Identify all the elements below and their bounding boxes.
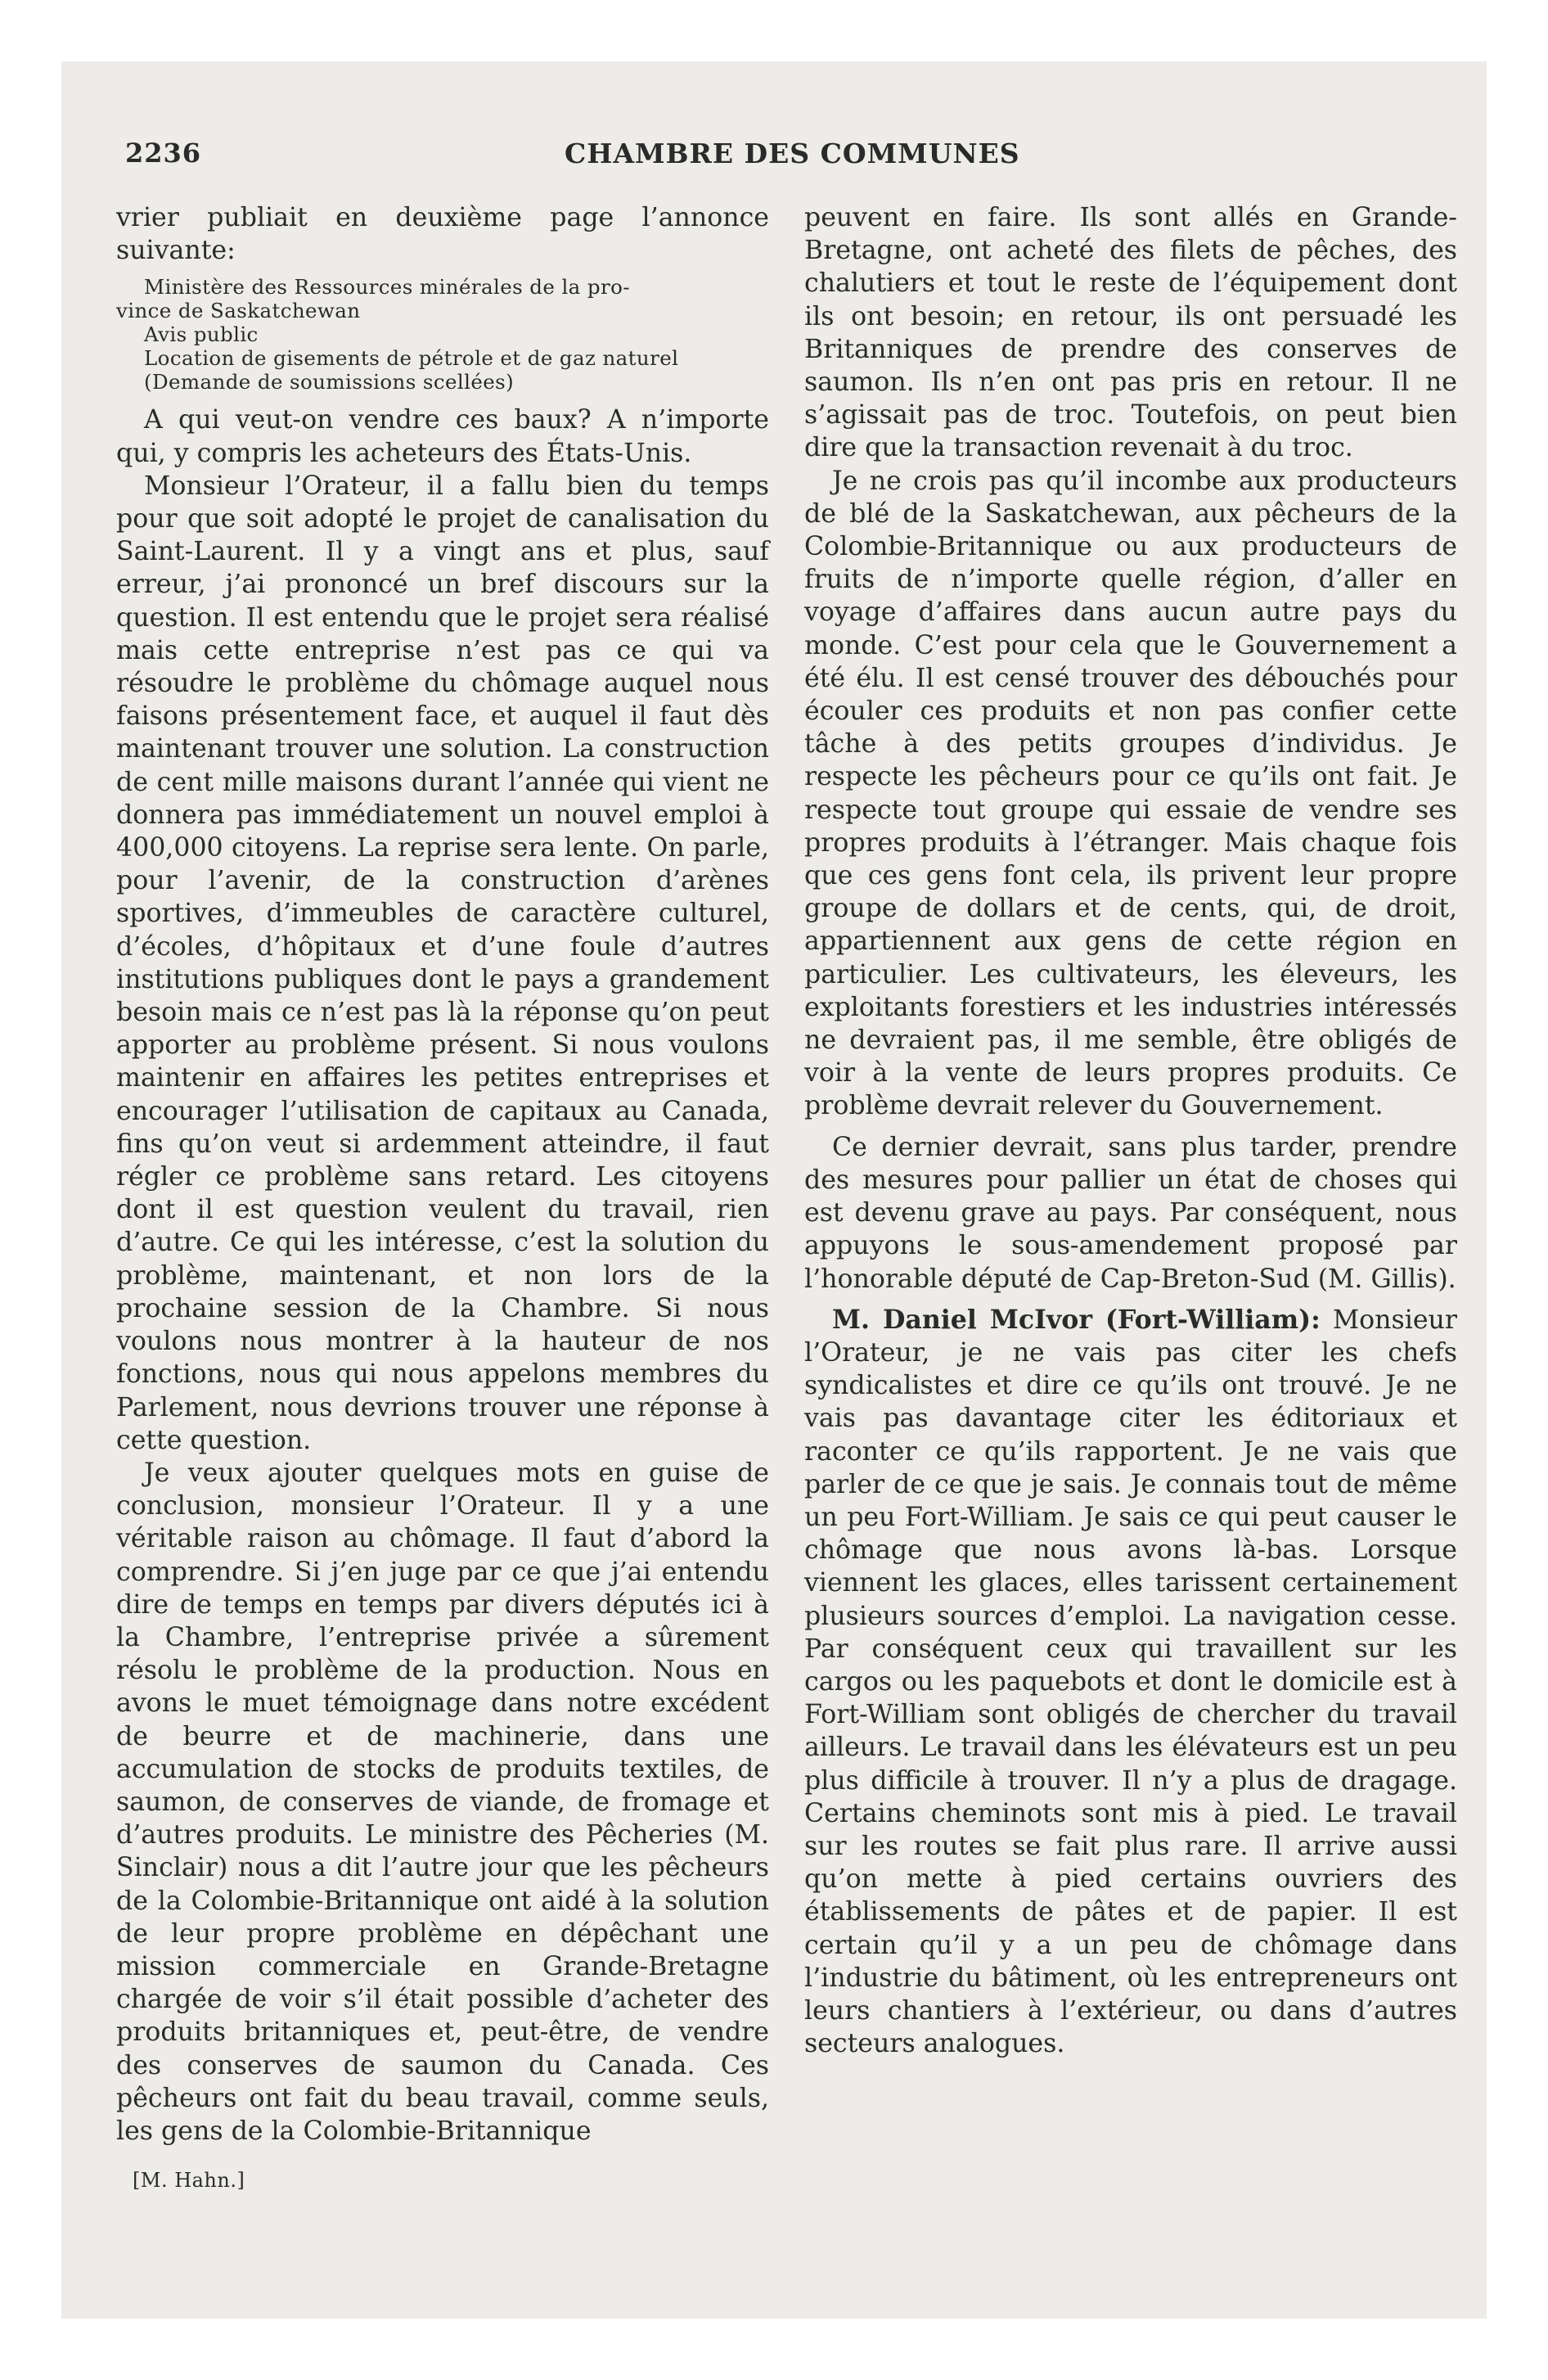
notice-line: (Demande de soumissions scellées) [144, 370, 515, 394]
notice-line: Avis public [144, 322, 259, 347]
public-notice [116, 275, 769, 394]
right-column [804, 201, 1457, 2060]
paragraph: Monsieur l’Orateur, il a fallu bien du temps pour que soit adopté le projet de canalisation du Saint-Laurent. Il y a vingt ans et plus, sauf erreur, j’ai prononcé un bref discours sur la question. Il est entendu que le projet sera réalisé mais cette entreprise n’est pas ce qui va résoudre le problème du chômage auquel nous faisons présentement face, et auquel il faut dès maintenant trouver une solution. La construction de cent mille maisons durant l’année qui vient ne donnera pas immédiatement un nouvel emploi à 400,000 citoyens. La reprise sera lente. On parle, pour l’avenir, de la construction d’arènes sportives, d’immeubles de caractère culturel, d’écoles, d’hôpitaux et d’une foule d’autres institutions publiques dont le pays a grandement besoin mais ce n’est pas là la réponse qu’on peut apporter au problème présent. Si nous voulons maintenir en affaires les petites entreprises et encourager l’utilisation de capitaux au Canada, fins qu’on veut si ardemment atteindre, il faut régler ce problème sans retard. Les citoyens dont il est question veulent du travail, rien d’autre. Ce qui les intéresse, c’est la solution du problème, maintenant, et non lors de la prochaine session de la Chambre. Si nous voulons nous montrer à la hauteur de nos fonctions, nous qui nous appelons membres du Parlement, nous devrions trouver une réponse à cette question. [116, 471, 769, 1455]
notice-line: Location de gisements de pétrole et de gaz naturel [144, 346, 679, 371]
notice-line: Ministère des Ressources minérales de la pro- [144, 275, 630, 300]
speech-text: Monsieur l’Orateur, je ne vais pas citer les chefs syndicalistes et dire ce qu’ils ont trouvé. Je ne vais pas davantage citer les éditoriaux et raconter ce qu’ils rapportent. Je ne vais que parler de ce que je sais. Je connais tout de même un peu Fort-William. Je sais ce qui peut causer le chômage que nous avons là-bas. Lorsque viennent les glaces, elles tarissent certainement plusieurs sources d’emploi. La navigation cesse. Par conséquent ceux qui travaillent sur les cargos ou les paquebots et dont le domicile est à Fort-William sont obligés de chercher du travail ailleurs. Le travail dans les élévateurs est un peu plus difficile à trouver. Il n’y a plus de dragage. Certains cheminots sont mis à pied. Le travail sur les routes se fait plus rare. Il arrive aussi qu’on mette à pied certains ouvriers des établissements de pâtes et de papier. Il est certain qu’il y a un peu de chômage dans l’industrie du bâtiment, où les entrepreneurs ont leurs chantiers à l’extérieur, ou dans d’autres secteurs analogues. [804, 1305, 1457, 2059]
paragraph: A qui veut-on vendre ces baux? A n’importe qui, y compris les acheteurs des États-Unis. [116, 405, 769, 468]
paragraph: Je ne crois pas qu’il incombe aux producteurs de blé de la Saskatchewan, aux pêcheurs de la Colombie-Britannique ou aux producteurs de fruits de n’importe quelle région, d’aller en voyage d’affaires dans aucun autre pays du monde. C’est pour cela que le Gouvernement a été élu. Il est censé trouver des débouchés pour écouler ces produits et non pas confier cette tâche à des petits groupes d’individus. Je respecte les pêcheurs pour ce qu’ils ont fait. Je respecte tout groupe qui essaie de vendre ses propres produits à l’étranger. Mais chaque fois que ces gens font cela, ils privent leur propre groupe de dollars et de cents, qui, de droit, appartiennent aux gens de cette région en particulier. Les cultivateurs, les éleveurs, les exploitants forestiers et les industries intéressés ne devraient pas, il me semble, être obligés de voir à la vente de leurs propres produits. Ce problème devrait relever du Gouvernement. [804, 466, 1457, 1121]
paragraph: Je veux ajouter quelques mots en guise de conclusion, monsieur l’Orateur. Il y a une véritable raison au chômage. Il faut d’abord la comprendre. Si j’en juge par ce que j’ai entendu dire de temps en temps par divers députés ici à la Chambre, l’entreprise privée a sûrement résolu le problème de la production. Nous en avons le muet témoignage dans notre excédent de beurre et de machinerie, dans une accumulation de stocks de produits textiles, de saumon, de conserves de viande, de fromage et d’autres produits. Le ministre des Pêcheries (M. Sinclair) nous a dit l’autre jour que les pêcheurs de la Colombie-Britannique ont aidé à la solution de leur propre problème en dépêchant une mission commerciale en Grande-Bretagne chargée de voir s’il était possible d’acheter des produits britanniques et, peut-être, de vendre des conserves de saumon du Canada. Ces pêcheurs ont fait du beau travail, comme seuls, les gens de la Colombie-Britannique [116, 1458, 769, 2146]
notice-line: vince de Saskatchewan [116, 299, 361, 323]
running-head: CHAMBRE DES COMMUNES [565, 137, 1020, 169]
paragraph: peuvent en faire. Ils sont allés en Grande-Bretagne, ont acheté des filets de pêches, des chalutiers et tout le reste de l’équipement dont ils ont besoin; en retour, ils ont persuadé les Britanniques de prendre des conserves de saumon. Ils n’en ont pas pris en retour. Il ne s’agissait pas de troc. Toutefois, on peut bien dire que la transaction revenait à du troc. [804, 203, 1457, 463]
speaker-name: M. Daniel McIvor (Fort-William): [832, 1304, 1321, 1335]
speech-paragraph [804, 1304, 1457, 2061]
speaker-attribution: [M. Hahn.] [133, 2169, 245, 2193]
page-number: 2236 [125, 137, 202, 169]
left-column [116, 201, 769, 2197]
intro-paragraph: vrier publiait en deuxième page l’annonce suivante: [116, 203, 769, 266]
paragraph: Ce dernier devrait, sans plus tarder, prendre des mesures pour pallier un état de choses qui est devenu grave au pays. Par conséquent, nous appuyons le sous-amendement proposé par l’honorable député de Cap-Breton-Sud (M. Gillis). [804, 1132, 1457, 1294]
